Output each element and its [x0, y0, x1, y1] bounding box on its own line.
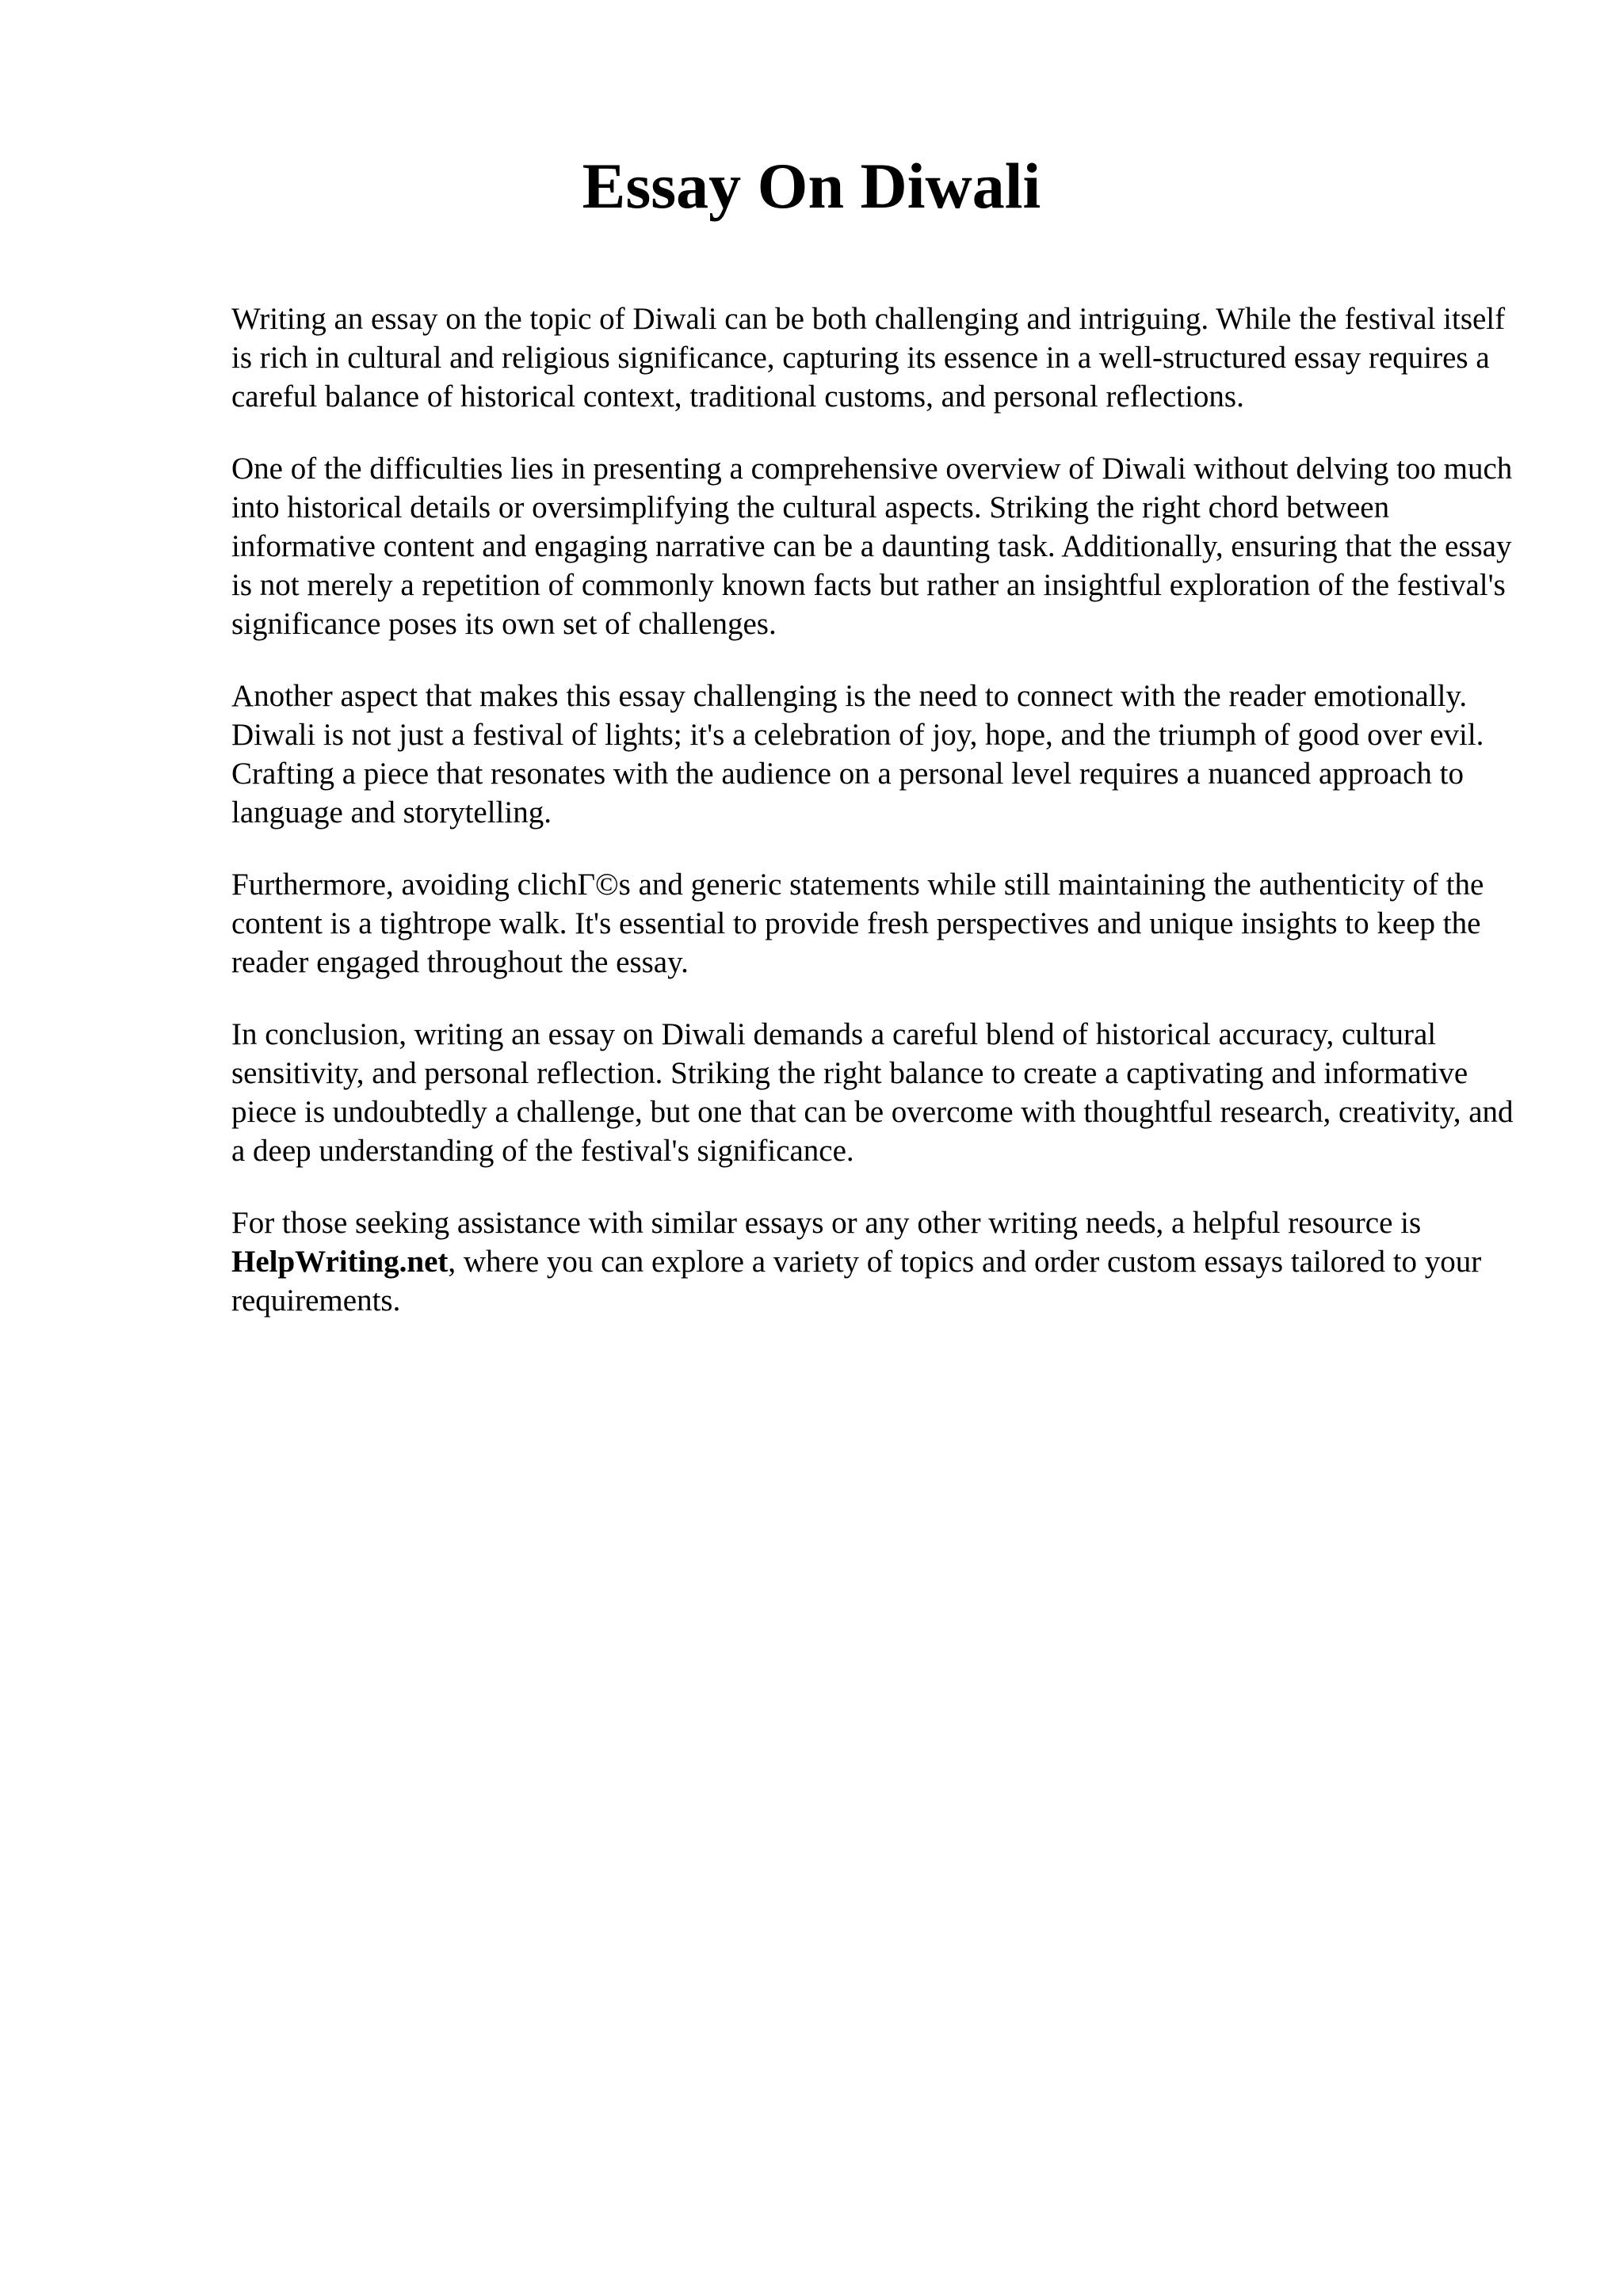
document-body	[231, 299, 1523, 1353]
paragraph-difficulties: One of the difficulties lies in presenting a comprehensive overview of Diwali without delving too much into historical details or oversimplifying the cultural aspects. Striking the right chord between informative content and engaging narrative can be a daunting task. Additionally, ensuring that the essay is not merely a repetition of commonly known facts but rather an insightful exploration of the festival's significance poses its own set of challenges.	[231, 452, 1513, 641]
resource-text-end: , where you can explore a variety of topics and order custom essays tailored to your requirements.	[231, 1245, 1482, 1318]
resource-text-start: For those seeking assistance with similar essays or any other writing needs, a helpful resource is	[231, 1206, 1422, 1240]
paragraph-resource	[231, 1203, 1523, 1320]
document-title: Essay On Diwali	[582, 150, 1041, 222]
paragraph-conclusion: In conclusion, writing an essay on Diwali demands a careful blend of historical accuracy, cultural sensitivity, and personal reflection. Striking the right balance to create a captivating and informative piece is undoubtedly a challenge, but one that can be overcome with thoughtful research, creativity, and a deep understanding of the festival's significance.	[231, 1017, 1514, 1168]
helpwriting-brand-text: HelpWriting.net	[231, 1245, 449, 1279]
paragraph-avoiding-cliches: Furthermore, avoiding clichΓ©s and generic statements while still maintaining the authenticity of the content is a tightrope walk. It's essential to provide fresh perspectives and unique insights to keep the reader engaged throughout the essay.	[231, 868, 1484, 979]
paragraph-emotional-connection: Another aspect that makes this essay challenging is the need to connect with the reader emotionally. Diwali is not just a festival of lights; it's a celebration of joy, hope, and the triumph of good over evil. Crafting a piece that resonates with the audience on a personal level requires a nuanced approach to language and storytelling.	[231, 679, 1484, 830]
paragraph-intro: Writing an essay on the topic of Diwali can be both challenging and intriguing. While the festival itself is rich in cultural and religious significance, capturing its essence in a well-structured essay requires a careful balance of historical context, traditional customs, and personal reflections.	[231, 302, 1506, 414]
